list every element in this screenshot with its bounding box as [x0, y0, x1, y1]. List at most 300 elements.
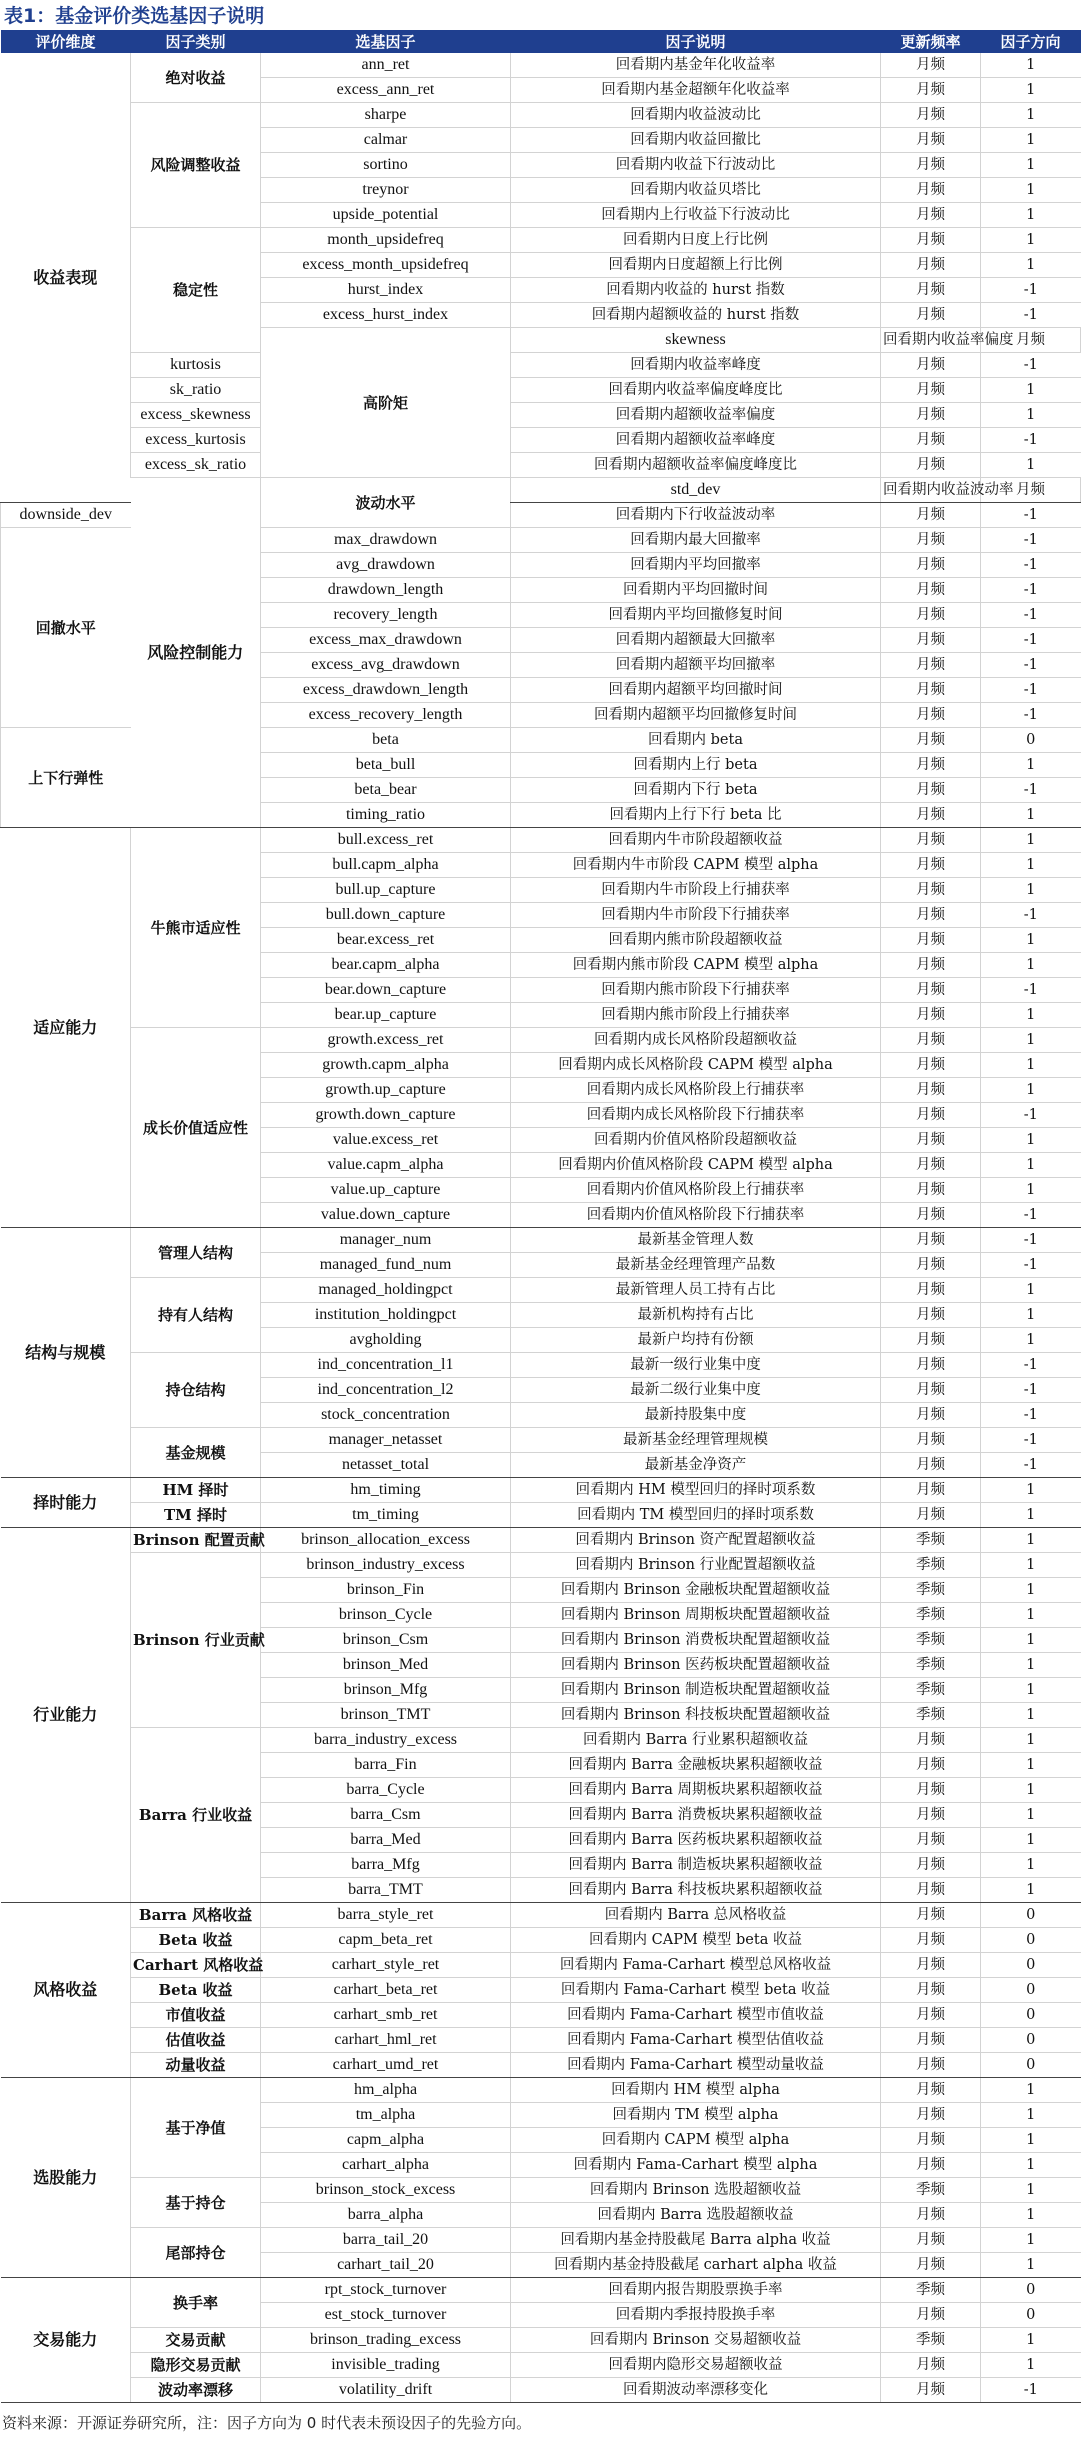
description-cell: 最新基金经理管理规模	[511, 1428, 881, 1453]
description-cell: 回看期内超额收益的 hurst 指数	[511, 303, 881, 328]
factor-cell: brinson_stock_excess	[261, 2178, 511, 2203]
description-cell: 回看期内收益贝塔比	[511, 178, 881, 203]
description-cell: 回看期内收益率峰度	[511, 353, 881, 378]
frequency-cell: 月频	[881, 628, 981, 653]
table-row	[1, 2278, 1081, 2303]
frequency-cell: 月频	[881, 2053, 981, 2078]
factor-cell: excess_recovery_length	[261, 703, 511, 728]
table-header-row	[1, 30, 1081, 53]
direction-cell: 0	[981, 2003, 1081, 2028]
factor-cell: brinson_Mfg	[261, 1678, 511, 1703]
factor-cell: capm_alpha	[261, 2128, 511, 2153]
direction-cell: 1	[981, 2353, 1081, 2378]
frequency-cell: 月频	[881, 103, 981, 128]
direction-cell: -1	[981, 703, 1081, 728]
description-cell: 回看期内收益下行波动比	[511, 153, 881, 178]
factor-cell: barra_alpha	[261, 2203, 511, 2228]
direction-cell: 1	[981, 1628, 1081, 1653]
frequency-cell: 月频	[881, 1378, 981, 1403]
frequency-cell: 月频	[881, 1028, 981, 1053]
direction-cell: -1	[981, 1103, 1081, 1128]
factor-cell: excess_ann_ret	[261, 78, 511, 103]
frequency-cell: 月频	[881, 553, 981, 578]
description-cell: 回看期内牛市阶段下行捕获率	[511, 903, 881, 928]
factor-cell: calmar	[261, 128, 511, 153]
frequency-cell: 月频	[881, 903, 981, 928]
factor-cell: sk_ratio	[131, 378, 261, 403]
frequency-cell: 月频	[881, 2203, 981, 2228]
factor-cell: capm_beta_ret	[261, 1928, 511, 1953]
direction-cell: 1	[981, 128, 1081, 153]
table-row	[1, 1428, 1081, 1453]
factor-cell: barra_Mfg	[261, 1853, 511, 1878]
table-row	[1, 2328, 1081, 2353]
description-cell: 回看期波动率漂移变化	[511, 2378, 881, 2403]
header-dimension: 评价维度	[1, 30, 131, 53]
direction-cell: 1	[981, 1553, 1081, 1578]
description-cell: 回看期内超额平均回撤修复时间	[511, 703, 881, 728]
header-description: 因子说明	[511, 30, 881, 53]
description-cell: 回看期内隐形交易超额收益	[511, 2353, 881, 2378]
table-row	[1, 1028, 1081, 1053]
direction-cell: 1	[981, 1028, 1081, 1053]
category-cell: 持仓结构	[131, 1353, 261, 1428]
dimension-cell: 选股能力	[1, 2078, 131, 2278]
category-cell: 基于净值	[131, 2078, 261, 2178]
factor-cell: hm_alpha	[261, 2078, 511, 2103]
factor-cell: growth.down_capture	[261, 1103, 511, 1128]
factor-cell: avgholding	[261, 1328, 511, 1353]
direction-cell: -1	[981, 1353, 1081, 1378]
description-cell: 回看期内超额收益率偏度峰度比	[511, 453, 881, 478]
frequency-cell: 月频	[881, 2303, 981, 2328]
description-cell: 回看期内 Fama-Carhart 模型估值收益	[511, 2028, 881, 2053]
factor-cell: excess_hurst_index	[261, 303, 511, 328]
direction-cell: -1	[981, 278, 1081, 303]
factor-cell: std_dev	[511, 478, 881, 503]
direction-cell: -1	[981, 2378, 1081, 2403]
frequency-cell: 季频	[881, 1603, 981, 1628]
description-cell: 回看期内 Fama-Carhart 模型 beta 收益	[511, 1978, 881, 2003]
direction-cell: 0	[981, 2278, 1081, 2303]
category-cell: 市值收益	[131, 2003, 261, 2028]
description-cell: 回看期内 Fama-Carhart 模型动量收益	[511, 2053, 881, 2078]
direction-cell: 1	[981, 1703, 1081, 1728]
direction-cell: 1	[981, 453, 1081, 478]
direction-cell: 1	[981, 853, 1081, 878]
factor-cell: managed_holdingpct	[261, 1278, 511, 1303]
description-cell: 回看期内 TM 模型 alpha	[511, 2103, 881, 2128]
category-cell: 动量收益	[131, 2053, 261, 2078]
factor-cell: month_upsidefreq	[261, 228, 511, 253]
factor-cell: carhart_style_ret	[261, 1953, 511, 1978]
direction-cell: 1	[981, 1078, 1081, 1103]
description-cell: 最新二级行业集中度	[511, 1378, 881, 1403]
category-cell: TM 择时	[131, 1503, 261, 1528]
category-cell: 波动水平	[261, 478, 511, 528]
description-cell: 回看期内牛市阶段 CAPM 模型 alpha	[511, 853, 881, 878]
frequency-cell: 月频	[881, 1353, 981, 1378]
direction-cell: 0	[981, 1953, 1081, 1978]
frequency-cell: 月频	[881, 1853, 981, 1878]
description-cell: 回看期内价值风格阶段 CAPM 模型 alpha	[511, 1153, 881, 1178]
direction-cell: 1	[981, 78, 1081, 103]
direction-cell: 1	[981, 1528, 1081, 1553]
factor-cell: growth.up_capture	[261, 1078, 511, 1103]
description-cell: 回看期内熊市阶段超额收益	[511, 928, 881, 953]
direction-cell: 1	[981, 1178, 1081, 1203]
factor-cell: bear.capm_alpha	[261, 953, 511, 978]
frequency-cell: 月频	[881, 578, 981, 603]
direction-cell: 1	[981, 1728, 1081, 1753]
dimension-cell: 适应能力	[1, 828, 131, 1228]
description-cell: 回看期内 HM 模型回归的择时项系数	[511, 1478, 881, 1503]
frequency-cell: 月频	[881, 1778, 981, 1803]
table-row	[1, 1528, 1081, 1553]
description-cell: 最新基金管理人数	[511, 1228, 881, 1253]
factor-cell: invisible_trading	[261, 2353, 511, 2378]
frequency-cell: 月频	[881, 753, 981, 778]
description-cell: 回看期内收益波动率	[881, 478, 981, 503]
frequency-cell: 月频	[881, 378, 981, 403]
factor-cell: manager_num	[261, 1228, 511, 1253]
description-cell: 回看期内超额平均回撤率	[511, 653, 881, 678]
direction-cell: -1	[981, 353, 1081, 378]
description-cell: 回看期内下行 beta	[511, 778, 881, 803]
description-cell: 回看期内收益回撤比	[511, 128, 881, 153]
factor-cell: carhart_alpha	[261, 2153, 511, 2178]
description-cell: 回看期内季报持股换手率	[511, 2303, 881, 2328]
frequency-cell: 月频	[881, 1303, 981, 1328]
description-cell: 回看期内价值风格阶段超额收益	[511, 1128, 881, 1153]
table-row	[1, 2028, 1081, 2053]
factor-cell: hm_timing	[261, 1478, 511, 1503]
frequency-cell: 月频	[881, 228, 981, 253]
direction-cell: 0	[981, 1928, 1081, 1953]
table-row	[1, 403, 1081, 428]
frequency-cell: 月频	[881, 928, 981, 953]
frequency-cell: 月频	[881, 1403, 981, 1428]
factor-cell: est_stock_turnover	[261, 2303, 511, 2328]
description-cell: 回看期内 TM 模型回归的择时项系数	[511, 1503, 881, 1528]
category-cell: Barra 行业收益	[131, 1728, 261, 1903]
factor-cell: brinson_Csm	[261, 1628, 511, 1653]
direction-cell: 1	[981, 1878, 1081, 1903]
description-cell: 回看期内 Brinson 医药板块配置超额收益	[511, 1653, 881, 1678]
direction-cell: -1	[981, 603, 1081, 628]
table-row	[1, 2053, 1081, 2078]
description-cell: 回看期内报告期股票换手率	[511, 2278, 881, 2303]
frequency-cell: 季频	[881, 1678, 981, 1703]
category-cell: 交易贡献	[131, 2328, 261, 2353]
frequency-cell: 季频	[881, 2278, 981, 2303]
description-cell: 回看期内牛市阶段超额收益	[511, 828, 881, 853]
frequency-cell: 月频	[881, 2103, 981, 2128]
header-category: 因子类别	[131, 30, 261, 53]
frequency-cell: 季频	[881, 1653, 981, 1678]
description-cell: 回看期内平均回撤修复时间	[511, 603, 881, 628]
direction-cell: 1	[981, 1478, 1081, 1503]
factor-cell: avg_drawdown	[261, 553, 511, 578]
table-row	[1, 228, 1081, 253]
frequency-cell: 月频	[881, 53, 981, 78]
factor-cell: brinson_industry_excess	[261, 1553, 511, 1578]
direction-cell: 1	[981, 103, 1081, 128]
frequency-cell: 月频	[881, 1103, 981, 1128]
frequency-cell: 月频	[981, 328, 1081, 353]
description-cell: 回看期内成长风格阶段 CAPM 模型 alpha	[511, 1053, 881, 1078]
factor-cell: drawdown_length	[261, 578, 511, 603]
category-cell: 换手率	[131, 2278, 261, 2328]
description-cell: 回看期内 Fama-Carhart 模型总风格收益	[511, 1953, 881, 1978]
frequency-cell: 季频	[881, 2328, 981, 2353]
direction-cell: 1	[981, 928, 1081, 953]
table-row	[1, 1728, 1081, 1753]
frequency-cell: 月频	[881, 2003, 981, 2028]
description-cell: 回看期内 Brinson 金融板块配置超额收益	[511, 1578, 881, 1603]
description-cell: 回看期内超额最大回撤率	[511, 628, 881, 653]
factor-cell: brinson_Med	[261, 1653, 511, 1678]
header-direction: 因子方向	[981, 30, 1081, 53]
dimension-cell: 交易能力	[1, 2278, 131, 2403]
direction-cell: -1	[981, 678, 1081, 703]
factor-cell: bull.up_capture	[261, 878, 511, 903]
factor-cell: barra_TMT	[261, 1878, 511, 1903]
frequency-cell: 月频	[881, 2353, 981, 2378]
category-cell: Brinson 配置贡献	[131, 1528, 261, 1553]
factor-cell: bear.excess_ret	[261, 928, 511, 953]
direction-cell: -1	[981, 653, 1081, 678]
description-cell: 回看期内基金持股截尾 carhart alpha 收益	[511, 2253, 881, 2278]
header-factor: 选基因子	[261, 30, 511, 53]
description-cell: 回看期内 Brinson 交易超额收益	[511, 2328, 881, 2353]
frequency-cell: 月频	[881, 2253, 981, 2278]
factor-cell: beta_bear	[261, 778, 511, 803]
factor-cell: bear.down_capture	[261, 978, 511, 1003]
factor-cell: carhart_smb_ret	[261, 2003, 511, 2028]
frequency-cell: 月频	[881, 828, 981, 853]
factor-cell: tm_alpha	[261, 2103, 511, 2128]
frequency-cell: 季频	[881, 1528, 981, 1553]
factor-cell: ind_concentration_l2	[261, 1378, 511, 1403]
frequency-cell: 月频	[881, 1078, 981, 1103]
frequency-cell: 季频	[881, 2178, 981, 2203]
description-cell: 回看期内熊市阶段 CAPM 模型 alpha	[511, 953, 881, 978]
factor-cell: bull.capm_alpha	[261, 853, 511, 878]
table-row	[1, 1278, 1081, 1303]
table-row	[1, 2228, 1081, 2253]
description-cell: 回看期内 Brinson 消费板块配置超额收益	[511, 1628, 881, 1653]
direction-cell: -1	[981, 1203, 1081, 1228]
factor-cell: bear.up_capture	[261, 1003, 511, 1028]
factor-cell: skewness	[511, 328, 881, 353]
direction-cell: 1	[981, 1053, 1081, 1078]
direction-cell: 1	[981, 2228, 1081, 2253]
factor-cell: carhart_beta_ret	[261, 1978, 511, 2003]
frequency-cell: 月频	[881, 878, 981, 903]
description-cell: 最新机构持有占比	[511, 1303, 881, 1328]
description-cell: 回看期内 Brinson 周期板块配置超额收益	[511, 1603, 881, 1628]
category-cell: 波动率漂移	[131, 2378, 261, 2403]
description-cell: 回看期内超额收益率偏度	[511, 403, 881, 428]
direction-cell: 1	[981, 1153, 1081, 1178]
description-cell: 回看期内价值风格阶段下行捕获率	[511, 1203, 881, 1228]
frequency-cell: 月频	[881, 153, 981, 178]
description-cell: 最新持股集中度	[511, 1403, 881, 1428]
category-cell: Barra 风格收益	[131, 1903, 261, 1928]
frequency-cell: 月频	[881, 1053, 981, 1078]
factor-cell: barra_Csm	[261, 1803, 511, 1828]
direction-cell: 1	[981, 1278, 1081, 1303]
table-row	[1, 2178, 1081, 2203]
direction-cell: 1	[981, 1003, 1081, 1028]
category-cell: 成长价值适应性	[131, 1028, 261, 1228]
description-cell: 回看期内上行收益下行波动比	[511, 203, 881, 228]
description-cell: 回看期内超额平均回撤时间	[511, 678, 881, 703]
frequency-cell: 月频	[881, 78, 981, 103]
frequency-cell: 月频	[881, 1753, 981, 1778]
description-cell: 最新一级行业集中度	[511, 1353, 881, 1378]
direction-cell: 0	[981, 1978, 1081, 2003]
table-row	[1, 1353, 1081, 1378]
frequency-cell: 月频	[881, 528, 981, 553]
direction-cell: 1	[981, 1128, 1081, 1153]
factor-cell: carhart_umd_ret	[261, 2053, 511, 2078]
factor-cell: barra_industry_excess	[261, 1728, 511, 1753]
description-cell: 回看期内 Barra 选股超额收益	[511, 2203, 881, 2228]
frequency-cell: 季频	[881, 1703, 981, 1728]
factor-cell: recovery_length	[261, 603, 511, 628]
factor-cell: stock_concentration	[261, 1403, 511, 1428]
factor-cell: carhart_tail_20	[261, 2253, 511, 2278]
category-cell: HM 择时	[131, 1478, 261, 1503]
frequency-cell: 季频	[881, 1628, 981, 1653]
direction-cell: 1	[981, 803, 1081, 828]
category-cell: 高阶矩	[261, 328, 511, 478]
table-row	[1, 1978, 1081, 2003]
factor-cell: brinson_TMT	[261, 1703, 511, 1728]
table-row	[1, 1953, 1081, 1978]
frequency-cell: 月频	[881, 1728, 981, 1753]
table-row	[1, 1478, 1081, 1503]
dimension-cell: 结构与规模	[1, 1228, 131, 1478]
direction-cell: 1	[981, 1678, 1081, 1703]
dimension-cell: 行业能力	[1, 1528, 131, 1903]
category-cell: 估值收益	[131, 2028, 261, 2053]
direction-cell: -1	[981, 303, 1081, 328]
table-row	[1, 2078, 1081, 2103]
frequency-cell: 月频	[881, 303, 981, 328]
frequency-cell: 月频	[881, 1228, 981, 1253]
frequency-cell: 季频	[881, 1553, 981, 1578]
description-cell: 回看期内 Barra 医药板块累积超额收益	[511, 1828, 881, 1853]
category-cell: 基于持仓	[131, 2178, 261, 2228]
direction-cell: 0	[981, 2053, 1081, 2078]
factor-cell: value.down_capture	[261, 1203, 511, 1228]
factor-cell: managed_fund_num	[261, 1253, 511, 1278]
frequency-cell: 月频	[881, 1828, 981, 1853]
direction-cell: 1	[981, 953, 1081, 978]
frequency-cell: 月频	[881, 1278, 981, 1303]
factor-cell: excess_drawdown_length	[261, 678, 511, 703]
factor-cell: barra_Cycle	[261, 1778, 511, 1803]
description-cell: 回看期内成长风格阶段上行捕获率	[511, 1078, 881, 1103]
frequency-cell: 月频	[881, 2378, 981, 2403]
factor-cell: treynor	[261, 178, 511, 203]
description-cell: 回看期内收益的 hurst 指数	[511, 278, 881, 303]
frequency-cell: 月频	[881, 1953, 981, 1978]
table-row	[1, 353, 1081, 378]
table-row	[1, 2353, 1081, 2378]
factor-cell: excess_max_drawdown	[261, 628, 511, 653]
factor-cell: beta	[261, 728, 511, 753]
direction-cell: 1	[981, 2203, 1081, 2228]
frequency-cell: 月频	[881, 1803, 981, 1828]
description-cell: 回看期内收益波动比	[511, 103, 881, 128]
frequency-cell: 月频	[881, 803, 981, 828]
direction-cell: -1	[981, 1403, 1081, 1428]
frequency-cell: 月频	[881, 978, 981, 1003]
category-cell: 持有人结构	[131, 1278, 261, 1353]
description-cell: 回看期内平均回撤时间	[511, 578, 881, 603]
factor-table	[0, 30, 1081, 2403]
description-cell: 回看期内基金年化收益率	[511, 53, 881, 78]
direction-cell: 1	[981, 2128, 1081, 2153]
description-cell: 回看期内 Barra 行业累积超额收益	[511, 1728, 881, 1753]
header-frequency: 更新频率	[881, 30, 981, 53]
frequency-cell: 月频	[881, 728, 981, 753]
description-cell: 回看期内 Barra 金融板块累积超额收益	[511, 1753, 881, 1778]
frequency-cell: 月频	[881, 1428, 981, 1453]
description-cell: 回看期内平均回撤率	[511, 553, 881, 578]
category-cell: 稳定性	[131, 228, 261, 353]
category-cell: 上下行弹性	[1, 728, 131, 828]
frequency-cell: 月频	[881, 2028, 981, 2053]
frequency-cell: 月频	[881, 953, 981, 978]
frequency-cell: 月频	[881, 403, 981, 428]
category-cell: 隐形交易贡献	[131, 2353, 261, 2378]
frequency-cell: 月频	[881, 653, 981, 678]
factor-cell: brinson_trading_excess	[261, 2328, 511, 2353]
description-cell: 回看期内 Brinson 资产配置超额收益	[511, 1528, 881, 1553]
factor-cell: value.capm_alpha	[261, 1153, 511, 1178]
frequency-cell: 月频	[881, 2128, 981, 2153]
frequency-cell: 月频	[881, 1878, 981, 1903]
direction-cell: -1	[981, 503, 1081, 528]
category-cell: Beta 收益	[131, 1928, 261, 1953]
description-cell: 回看期内 beta	[511, 728, 881, 753]
frequency-cell: 月频	[881, 2078, 981, 2103]
direction-cell: 1	[981, 1653, 1081, 1678]
direction-cell: 0	[981, 2303, 1081, 2328]
direction-cell: 1	[981, 2328, 1081, 2353]
factor-cell: value.excess_ret	[261, 1128, 511, 1153]
direction-cell: 1	[981, 2078, 1081, 2103]
direction-cell: 1	[981, 1303, 1081, 1328]
direction-cell: -1	[981, 578, 1081, 603]
description-cell: 回看期内日度上行比例	[511, 228, 881, 253]
description-cell: 回看期内 Fama-Carhart 模型 alpha	[511, 2153, 881, 2178]
factor-cell: upside_potential	[261, 203, 511, 228]
frequency-cell: 月频	[881, 703, 981, 728]
direction-cell: 0	[981, 728, 1081, 753]
factor-cell: beta_bull	[261, 753, 511, 778]
description-cell: 回看期内成长风格阶段超额收益	[511, 1028, 881, 1053]
direction-cell: -1	[981, 628, 1081, 653]
factor-cell: brinson_Fin	[261, 1578, 511, 1603]
description-cell: 最新基金净资产	[511, 1453, 881, 1478]
description-cell: 回看期内 Brinson 制造板块配置超额收益	[511, 1678, 881, 1703]
